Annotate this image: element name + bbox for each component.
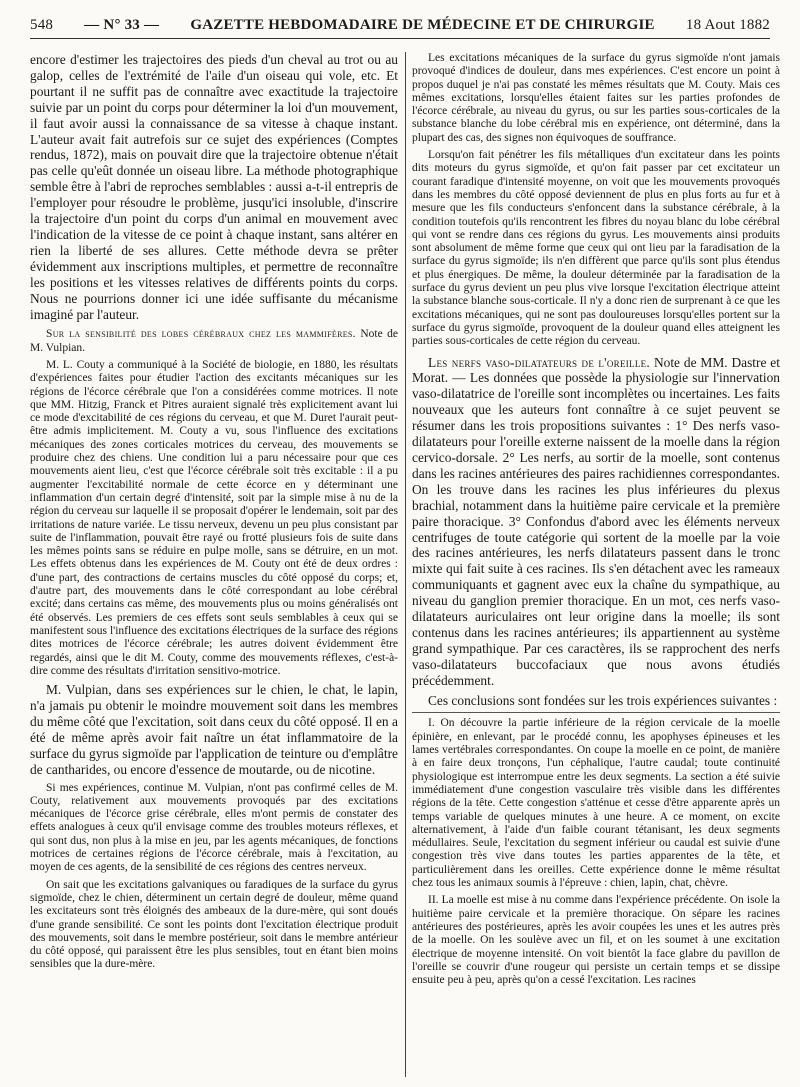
section-heading — [412, 355, 780, 689]
experiment-paragraph: II. La moelle est mise à nu comme dans l'expérience précédente. On isole la huitième paire cervicale et la première thoracique. On sépare les racines antérieures des postérieures, après les avoir coupées les unes et les autres près de la moelle. On les soulève avec un fil, et on les soumet à une excitation électrique de moyenne intensité. On voit bientôt la face glabre du pavillon de l'oreille se couvrir d'une rougeur qui persiste un certain temps et se dissipe ensuite peu à peu, après qu'on a cessé l'excitation. Les racines — [412, 894, 780, 987]
right-column — [412, 52, 780, 1082]
page-number: 548 — [30, 16, 54, 33]
left-column — [30, 52, 398, 1082]
paragraph: M. Vulpian, dans ses expériences sur le chien, le chat, le lapin, n'a jamais pu obtenir le moindre mouvement soit dans les membres du même côté que l'excitation, soit dans ceux du côté opposé. Il en a été de même après avoir fait naître un état inflammatoire de la surface du gyrus sigmoïde par l'application de teinture ou d'emplâtre de cantharides, ou encore d'essence de moutarde, ou de nicotine. — [30, 682, 398, 777]
journal-title: GAZETTE HEBDOMADAIRE DE MÉDECINE ET DE CHIRURGIE — [190, 16, 655, 33]
section-title: Les nerfs vaso-dilatateurs de l'oreille. — [428, 354, 651, 370]
paragraph: Les excitations mécaniques de la surface du gyrus sigmoïde n'ont jamais provoqué d'indices de douleur, dans mes expériences. C'est encore un point à propos duquel je n'ai pas constaté les mêmes résultats que M. Couty. Mais ces mêmes excitations, lorsqu'elles étaient faites sur les parties profondes de l'écorce cérébrale, au niveau du gyrus, ou sur les parties sous-corticales de la substance blanche du lobe cérébral mis en expérience, ont déterminé, dans la plupart des cas, des signes non équivoques de souffrance. — [412, 52, 780, 144]
paragraph: On sait que les excitations galvaniques ou faradiques de la surface du gyrus sigmoïde, chez le chien, déterminent un certain degré de douleur, même quand les excitateurs sont très éloignés des ambeaux de la dure-mère, qui sont doués d'une grande sensibilité. Ce sont les points dont l'excitation électrique produit des mouvements, soit dans le membre postérieur, soit dans le membre antérieur du côté opposé, qui paraissent être les plus sensibles, tout en étant bien moins sensibles que la dure-mère. — [30, 878, 398, 971]
issue-date: 18 Aout 1882 — [685, 16, 770, 33]
paragraph: Lorsqu'on fait pénétrer les fils métalliques d'un excitateur dans les points dits moteurs du gyrus sigmoïde, et qu'on fait passer par cet excitateur un courant faradique d'intensité moyenne, on voit que les mouvements provoqués dans les membres du côté opposé deviennent de plus en plus forts au fur et à mesure que les fils conducteurs s'enfoncent dans la substance cérébrale, à la condition toutefois qu'ils rencontrent les fibres du noyau blanc du lobe cérébral qui vont se rendre dans ces régions du gyrus. Les mouvements ainsi produits sont absolument de même forme que ceux qui ont lieu par la faradisation de la surface du gyrus sigmoïde; ils n'en diffèrent que parce qu'ils sont plus étendus et plus énergiques. De même, la douleur déterminée par la faradisation de la surface du gyrus devient un peu plus vive lorsque l'excitation électrique atteint la substance blanche sous-corticale. Il n'y a donc rien de surprenant à ce que les excitations mécaniques, qui ne sont pas douloureuses lorsqu'elles portent sur la surface du gyrus sigmoïde, provoquent de la douleur quand elles atteignent les parties sous-corticales de cette région du cerveau. — [412, 149, 780, 348]
paragraph: encore d'estimer les trajectoires des pieds d'un cheval au trot ou au galop, celles de l'extrémité de l'aile d'un oiseau qui vole, etc. Et pourtant il ne suffit pas de connaître avec exactitude la trajectoire suivie par un point du corps pour déterminer la loi d'un mouvement, il faut avoir aussi la connaissance de sa vitesse à chaque instant. L'auteur avait fait autrefois sur ce sujet des expériences (Comptes rendus, 1872), mais on pouvait dire que la trajectoire obtenue n'était pas celle qu'eût donnée un oiseau libre. La méthode photographique semble être à l'abri de reproches semblables : aussi a-t-il entrepris de l'employer pour résoudre le problème, jusqu'ici insoluble, d'inscrire la trajectoire d'un point du corps d'un animal en mouvement avec l'indication de la vitesse de ce point à chaque instant, sans altérer en rien la liberté de ses allures. Cette méthode devra se prêter évidemment aux inscriptions multiples, et permettre de reconnaître les positions et les vitesses relatives de différents points du corps. Nous ne pourrions donner ici une idée suffisante du mécanisme imaginé par l'auteur. — [30, 52, 398, 322]
paragraph: M. L. Couty a communiqué à la Société de biologie, en 1880, les résultats d'expériences faites pour étudier l'action des excitants mécaniques sur les régions de l'écorce cérébrale que l'on a considérées comme motrices. Il note que MM. Hitzig, Franck et Pitres auraient signalé très explicitement avant lui ce mode d'excitabilité de ces régions du cerveau, et que M. Duret l'aurait peut-être admis implicitement. M. Couty a vu, sous l'influence des excitations mécaniques des zones corticales motrices du cerveau, des mouvements se produire chez des chiens. Une condition lui a paru nécessaire pour que ces mouvements aient lieu, c'est que l'écorce cérébrale soit très excitable : il a pu augmenter l'excitabilité normale de cette écorce en y déterminant une inflammation d'un certain degré d'intensité, soit par la simple mise à nu de la région du cerveau sur laquelle il se proposait d'opérer le lendemain, soit par des irritations de nature variée. Le tissu nerveux, devenu un peu plus consistant par suite de l'inflammation, pouvait être rayé ou frotté plusieurs fois de suite dans les mêmes points sans se réduire en pulpe molle, sans se détruire, en un mot. Les effets obtenus dans les expériences de M. Couty ont été de deux ordres : d'une part, des contractions de certains muscles du côté opposé du corps; et, d'autre part, des mouvements dans le côté correspondant au lobe cérébral excité; dans certains cas même, des mouvements plus ou moins généralisés ont été observés. Les premiers de ces effets sont seuls semblables à ceux qui se manifestent sous l'influence des excitations électriques de la surface des régions dites motrices de l'écorce cérébrale; les autres doivent évidemment être regardés, ainsi que le dit M. Couty, comme des mouvements réflexes, c'est-à-dire comme des résultats d'irritation sensitivo-motrice. — [30, 359, 398, 677]
section-author: Note de M. Vulpian. — [30, 328, 398, 354]
paragraph: Ces conclusions sont fondées sur les trois expériences suivantes : — [428, 692, 778, 708]
paragraph: Les données que possède la physiologie sur l'innervation vaso-dilatatrice de l'oreille sont incomplètes ou incertaines. Les faits nouveaux que les auteurs font connaître à ce sujet peuvent se résumer dans les trois propositions suivantes : 1° Des nerfs vaso-dilatateurs pour l'oreille externe naissent de la moelle dans la région cervico-dorsale. 2° Les nerfs, au sortir de la moelle, sont contenus dans les racines antérieures des paires rachidiennes correspondantes. On les trouve dans les racines les plus inférieures du plexus brachial, notamment dans la huitième paire cervicale et la première paire thoracique. 3° Confondus d'abord avec les éléments nerveux centrifuges de toute catégorie qui sortent de la moelle par la voie des racines antérieures, les nerfs dilatateurs passent dans le tronc mixte qui fait suite à ces racines. Ils s'en détachent avec les rameaux communiquants et gagnent avec eux la chaîne du sympathique, au niveau du ganglion premier thoracique. En un mot, ces nerfs vaso-dilatateurs auriculaires ont leur origine dans la moelle; ils sont contenus dans les racines antérieures; ils appartiennent au système grand sympathique. Par ces caractères, ils se rapprochent des nerfs vaso-dilatateurs buccofaciaux que nous avons étudiés précédemment. — [412, 370, 780, 688]
section-title: Sur la sensibilité des lobes cérébraux chez les mammifères. — [46, 328, 356, 341]
section-author: Note de MM. Dastre et Morat. — — [412, 354, 780, 386]
section-heading — [30, 328, 398, 355]
experiment-paragraph: I. On découvre la partie inférieure de la région cervicale de la moelle épinière, en enlevant, par le procédé connu, les apophyses épineuses et les lames vertébrales correspondantes. On coupe la moelle en ce point, de manière à en faire deux tronçons, l'un céphalique, l'autre caudal; toute continuité physiologique est interrompue entre les deux segments. La section a été suivie immédiatement d'une congestion vasculaire très visible dans les différentes régions de la tête. Cette congestion s'atténue et cesse d'être apparente après un temps variable de quelques minutes à une heure. A ce moment, on excite alternativement, à l'aide d'un faible courant tétanisant, les deux segments médullaires. Seule, l'excitation du segment inférieur ou caudal est suivie d'une congestion très vive dans toutes les parties apparentes de la tête, et particulièrement dans les oreilles. Cette expérience donne le même résultat chez tous les animaux soumis à l'épreuve : chien, lapin, chat, chèvre. — [412, 712, 780, 890]
paragraph: Si mes expériences, continue M. Vulpian, n'ont pas confirmé celles de M. Couty, relativement aux mouvements provoqués par des excitations mécaniques de l'écorce grise cérébrale, elles m'ont permis de constater des effets analogues à ceux qu'il envisage comme des troubles moteurs réflexes, et qui sont dus, non plus à la mise en jeu, par les agents mécaniques, de fonctions motrices de certaines régions de l'écorce cérébrale, mais à l'excitation, au moyen de ces agents, de la sensibilité de ces régions des centres nerveux. — [30, 781, 398, 874]
column-divider — [405, 52, 406, 1077]
issue-number: — N° 33 — — [84, 16, 160, 33]
page-header — [30, 12, 770, 39]
